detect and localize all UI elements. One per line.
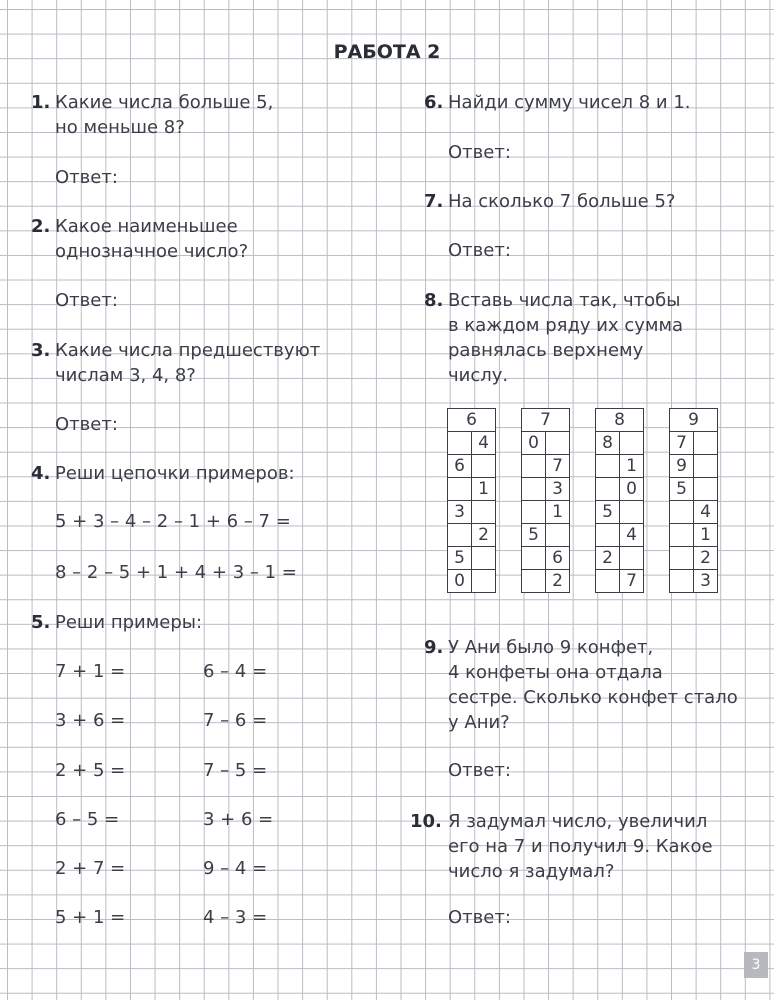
- grid-cell[interactable]: 5: [522, 524, 546, 547]
- grid-cell[interactable]: [472, 570, 496, 593]
- task-10-number: 10.: [410, 811, 442, 832]
- grid-cell[interactable]: 9: [670, 455, 694, 478]
- grid-cell[interactable]: [670, 501, 694, 524]
- task-9-line: у Ани?: [448, 712, 510, 733]
- grid-cell[interactable]: 7: [546, 455, 570, 478]
- grid-cell[interactable]: 2: [546, 570, 570, 593]
- task-4-text: Реши цепочки примеров:: [55, 463, 295, 484]
- task-9-text: [448, 635, 738, 735]
- sum-grid-6: [447, 408, 496, 593]
- task-9-number: 9.: [424, 637, 444, 658]
- task-2-answer-label: Ответ:: [55, 290, 118, 311]
- example-right: 4 – 3 =: [203, 907, 268, 928]
- task-3-answer-label: Ответ:: [55, 414, 118, 435]
- task-8-line: числу.: [448, 365, 509, 386]
- grid-cell[interactable]: [670, 570, 694, 593]
- grid-cell[interactable]: [596, 524, 620, 547]
- sum-grid-9: [669, 408, 718, 593]
- example-left: 2 + 5 =: [55, 760, 126, 781]
- task-8-line: Вставь числа так, чтобы: [448, 290, 681, 311]
- grid-cell[interactable]: 1: [620, 455, 644, 478]
- grid-cell[interactable]: [596, 455, 620, 478]
- example-left: 2 + 7 =: [55, 858, 126, 879]
- grid-cell[interactable]: [546, 432, 570, 455]
- task-4-number: 4.: [31, 463, 51, 484]
- grid-cell[interactable]: [620, 432, 644, 455]
- grid-cell[interactable]: 3: [546, 478, 570, 501]
- grid-cell[interactable]: 2: [472, 524, 496, 547]
- task-7-number: 7.: [424, 191, 444, 212]
- grid-cell[interactable]: 0: [620, 478, 644, 501]
- task-6-number: 6.: [424, 92, 444, 113]
- grid-top-number: 8: [596, 409, 644, 432]
- task-2-line: Какое наименьшее: [55, 216, 238, 237]
- task-2-text: [55, 214, 248, 264]
- task-6-answer-label: Ответ:: [448, 142, 511, 163]
- grid-cell[interactable]: [694, 455, 718, 478]
- grid-cell[interactable]: 2: [694, 547, 718, 570]
- grid-cell[interactable]: [522, 501, 546, 524]
- task-8-line: в каждом ряду их сумма: [448, 315, 684, 336]
- grid-cell[interactable]: [472, 501, 496, 524]
- task-2-line: однозначное число?: [55, 241, 249, 262]
- task-10-line: его на 7 и получил 9. Какое: [448, 836, 713, 857]
- task-9-answer-label: Ответ:: [448, 760, 511, 781]
- task-1-answer-label: Ответ:: [55, 167, 118, 188]
- grid-cell[interactable]: [546, 524, 570, 547]
- grid-cell[interactable]: [448, 432, 472, 455]
- task-1-line: Какие числа больше 5,: [55, 92, 274, 113]
- task-3-line: Какие числа предшествуют: [55, 340, 321, 361]
- task-2-number: 2.: [31, 216, 51, 237]
- sum-grid-8: [595, 408, 644, 593]
- task-8-number: 8.: [424, 290, 444, 311]
- task-10-line: Я задумал число, увеличил: [448, 811, 708, 832]
- example-right: 7 – 6 =: [203, 710, 268, 731]
- grid-cell[interactable]: 6: [448, 455, 472, 478]
- task-5-text: Реши примеры:: [55, 612, 203, 633]
- grid-cell[interactable]: [448, 478, 472, 501]
- grid-cell[interactable]: [670, 547, 694, 570]
- sum-grid-7: [521, 408, 570, 593]
- grid-cell[interactable]: 7: [620, 570, 644, 593]
- task-5-number: 5.: [31, 612, 51, 633]
- grid-cell[interactable]: [620, 547, 644, 570]
- chain-example: 5 + 3 – 4 – 2 – 1 + 6 – 7 =: [55, 511, 291, 532]
- example-left: 5 + 1 =: [55, 907, 126, 928]
- grid-cell[interactable]: 5: [670, 478, 694, 501]
- page-number: 3: [744, 952, 768, 978]
- grid-cell[interactable]: [694, 432, 718, 455]
- task-1-line: но меньше 8?: [55, 117, 185, 138]
- grid-cell[interactable]: 1: [694, 524, 718, 547]
- task-7-text: На сколько 7 больше 5?: [448, 191, 676, 212]
- grid-cell[interactable]: 1: [546, 501, 570, 524]
- task-7-answer-label: Ответ:: [448, 240, 511, 261]
- grid-cell[interactable]: 1: [472, 478, 496, 501]
- grid-cell[interactable]: [596, 570, 620, 593]
- grid-cell[interactable]: 0: [448, 570, 472, 593]
- task-6-text: Найди сумму чисел 8 и 1.: [448, 92, 691, 113]
- grid-cell[interactable]: 0: [522, 432, 546, 455]
- grid-cell[interactable]: [620, 501, 644, 524]
- grid-cell[interactable]: 8: [596, 432, 620, 455]
- example-left: 6 – 5 =: [55, 809, 120, 830]
- grid-cell[interactable]: 2: [596, 547, 620, 570]
- task-10-answer-label: Ответ:: [448, 907, 511, 928]
- task-8-line: равнялась верхнему: [448, 340, 644, 361]
- example-right: 9 – 4 =: [203, 858, 268, 879]
- grid-cell[interactable]: [522, 547, 546, 570]
- grid-cell[interactable]: [670, 524, 694, 547]
- example-right: 3 + 6 =: [203, 809, 274, 830]
- grid-cell[interactable]: 5: [448, 547, 472, 570]
- task-9-line: сестре. Сколько конфет стало: [448, 687, 738, 708]
- grid-cell[interactable]: 3: [694, 570, 718, 593]
- task-9-line: У Ани было 9 конфет,: [448, 637, 654, 658]
- grid-top-number: 9: [670, 409, 718, 432]
- grid-cell[interactable]: [694, 478, 718, 501]
- task-1-text: [55, 90, 273, 140]
- example-left: 3 + 6 =: [55, 710, 126, 731]
- task-9-line: 4 конфеты она отдала: [448, 662, 663, 683]
- chain-example: 8 – 2 – 5 + 1 + 4 + 3 – 1 =: [55, 562, 297, 583]
- task-1-number: 1.: [31, 92, 51, 113]
- task-3-line: числам 3, 4, 8?: [55, 365, 196, 386]
- grid-cell[interactable]: [596, 478, 620, 501]
- page-title: РАБОТА 2: [333, 41, 441, 63]
- task-8-text: [448, 288, 683, 388]
- grid-cell[interactable]: 4: [472, 432, 496, 455]
- example-right: 6 – 4 =: [203, 661, 268, 682]
- grid-top-number: 6: [448, 409, 496, 432]
- grid-cell[interactable]: 3: [448, 501, 472, 524]
- grid-cell[interactable]: [522, 570, 546, 593]
- task-10-line: число я задумал?: [448, 861, 615, 882]
- grid-cell[interactable]: [522, 455, 546, 478]
- grid-cell[interactable]: 7: [670, 432, 694, 455]
- grid-cell[interactable]: [522, 478, 546, 501]
- grid-top-number: 7: [522, 409, 570, 432]
- example-left: 7 + 1 =: [55, 661, 126, 682]
- grid-cell[interactable]: 5: [596, 501, 620, 524]
- task-3-number: 3.: [31, 340, 51, 361]
- grid-cell[interactable]: [448, 524, 472, 547]
- grid-cell[interactable]: [472, 455, 496, 478]
- grid-cell[interactable]: 4: [694, 501, 718, 524]
- task-3-text: [55, 338, 320, 388]
- grid-cell[interactable]: 6: [546, 547, 570, 570]
- example-right: 7 – 5 =: [203, 760, 268, 781]
- grid-cell[interactable]: 4: [620, 524, 644, 547]
- task-10-text: [448, 809, 713, 884]
- grid-cell[interactable]: [472, 547, 496, 570]
